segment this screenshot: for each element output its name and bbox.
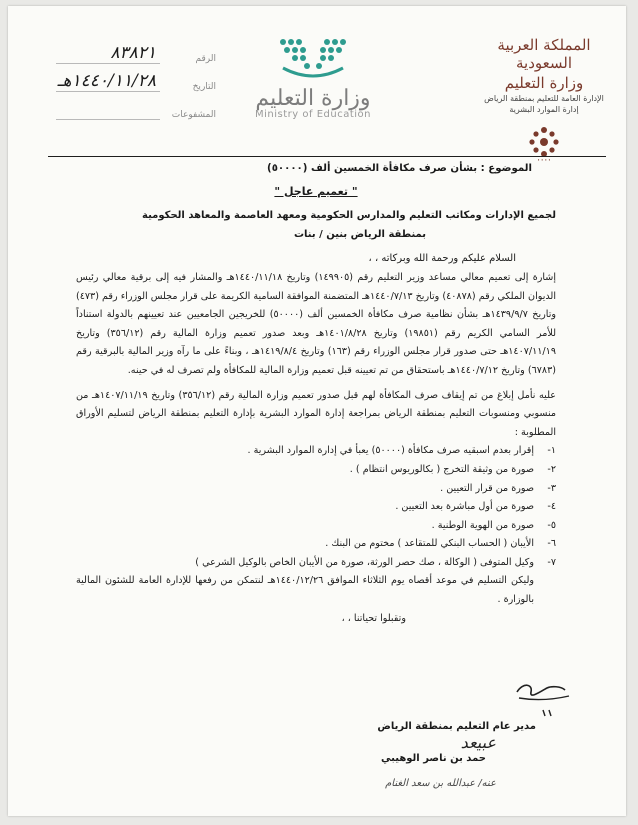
urgent-circular-title: " تعميم عاجل " [274, 184, 358, 198]
attachments-field [56, 92, 216, 120]
kingdom-name: المملكة العربية السعودية [497, 36, 591, 72]
list-item [76, 498, 556, 517]
paragraph-1: إشارة إلى تعميم معالي مساعد وزير التعليم رقم (١٤٩٩٠٥) وتاريخ ١٤٤٠/١١/١٨هـ والمشار فيه إلى برقية معالي رئيس الديوان الملكي رقم (٤٠٨٧٨) وتاريخ ١٤٤٠/٧/١٣هـ المتضمنة الموافقة السامية الكريمة على قرار مجلس الوزراء رقم (٤٧٣) وتاريخ ١٤٣٩/٩/٧هـ بشأن نظامية صرف مكافأة الخمسين ألف (٥٠٠٠٠) للخريجين الجامعيين عند تعيينهم بالدولة استناداً للأمر السامي الكريم رقم (١٩٨٥١) وتاريخ ١٤٠١/٨/٢٨هـ وبعد صدور تعميم وزارة المالية رقم (٣٥٦/١٢) وتاريخ ١٤٠٧/١١/١٩هـ حتى صدور قرار مجلس الوزراء رقم (١٦٣) وتاريخ ١٤١٩/٨/٤هـ ، وبناءً على ما رآه وزير المالية بالبرقية رقم (٦٧٨٣) وتاريخ ١٤٤٠/٧/١٢هـ باستحقاق من تم تعيينه قبل تعميم وزارة المالية للمكافأة ولم تصرف له في حينه. [76, 271, 557, 376]
department-line-2: إدارة الموارد البشرية [509, 105, 579, 114]
item-text: إقرار بعدم اسبقيه صرف مكافأة (٥٠٠٠٠) يعبأ في إدارة الموارد البشرية . [247, 445, 534, 457]
field-label: الرقم [195, 54, 216, 64]
item-text: وكيل المتوفى ( الوكالة ، صك حصر الورثة، صورة من الأيبان الخاص بالوكيل الشرعي ) [195, 556, 534, 568]
list-item [76, 442, 556, 461]
department-line-1: الإدارة العامة للتعليم بمنطقة الرياض [484, 94, 604, 103]
logo-arabic-text: وزارة التعليم [255, 86, 371, 111]
item-text: صورة من الهوية الوطنية . [431, 519, 534, 531]
paragraph-3: وليكن التسليم في موعد أقصاه يوم الثلاثاء الموافق ١٤٤٠/١٢/٢٦هـ لنتمكن من رفعها للإدارة العامة للشئون المالية بالوزارة . [76, 575, 534, 606]
list-item [76, 461, 556, 480]
item-text: صورة من وثيقة التخرج ( بكالوريوس انتظام ) . [349, 463, 534, 475]
svg-text:• • • •: • • • • [537, 157, 551, 162]
list-item [76, 480, 556, 499]
field-label: المشفوعات [171, 110, 216, 120]
ministry-header [484, 36, 604, 166]
item-number: ٤- [547, 501, 556, 513]
item-number: ٢- [547, 463, 556, 475]
field-label: التاريخ [192, 82, 216, 92]
paragraph-2: عليه نأمل إبلاغ من تم إيقاف صرف المكافأة لهم قبل صدور تعميم وزارة المالية رقم (٣٥٦/١٢) وتاريخ ١٤٠٧/١١/١٩هـ من منسوبي ومنسوبات التعليم بمنطقة الرياض بمراجعة إدارة الموارد البشرية بإدارة التعليم بمنطقة الرياض لتسليم الأوراق المطلوبة : [76, 389, 556, 438]
item-text: صورة من أول مباشرة بعد التعيين . [395, 501, 534, 513]
item-number: ١- [547, 445, 556, 457]
signatory-name: حمد بن ناصر الوهيبي [381, 753, 486, 764]
item-text: الأيبان ( الحساب البنكي للمتقاعد ) مختوم من البنك . [325, 538, 534, 550]
field-value [56, 101, 160, 120]
item-number: ٥- [547, 519, 556, 531]
letter-page [8, 6, 626, 816]
field-value: ١٤٤٠/١١/٢٨هـ [56, 71, 160, 92]
audience-line-1: لجميع الإدارات ومكاتب التعليم والمدارس الحكومية ومعهد العاصمة والمعاهد الحكومية [142, 210, 556, 222]
required-documents-list [76, 442, 556, 572]
reference-date-field [56, 64, 216, 92]
ministry-logo [238, 34, 388, 120]
item-number: ٣- [547, 482, 556, 494]
letter-body [76, 156, 556, 628]
field-value: ٨٣٨٢١ [56, 43, 160, 64]
on-behalf-signatory: عنه/ عبدالله بن سعد الغنام [385, 778, 496, 789]
letter-subject: الموضوع : بشأن صرف مكافأة الخمسين ألف (٥٠٠٠٠) [267, 163, 532, 174]
list-item [76, 554, 556, 573]
item-number: ٧- [547, 556, 556, 568]
greeting: السلام عليكم ورحمة الله وبركاته ، ، [368, 253, 516, 265]
signature-block [377, 721, 536, 789]
audience-line-2: بمنطقة الرياض بنين / بنات [293, 228, 426, 240]
paraph-signature-icon [513, 680, 573, 720]
item-text: صورة من قرار التعيين . [440, 482, 534, 494]
signatory-title: مدير عام التعليم بمنطقة الرياض [377, 721, 536, 732]
list-item [76, 535, 556, 554]
closing-line: وتقبلوا تحياتنا ، ، [341, 612, 406, 624]
list-item [76, 517, 556, 536]
ministry-of-education-logo-icon [273, 34, 353, 80]
logo-english-text: Ministry of Education [255, 109, 371, 120]
item-number: ٦- [547, 538, 556, 550]
reference-fields [56, 36, 216, 120]
handwritten-signature: عبيعد [460, 733, 496, 752]
ministry-name: وزارة التعليم [504, 74, 584, 92]
reference-number-field [56, 36, 216, 64]
